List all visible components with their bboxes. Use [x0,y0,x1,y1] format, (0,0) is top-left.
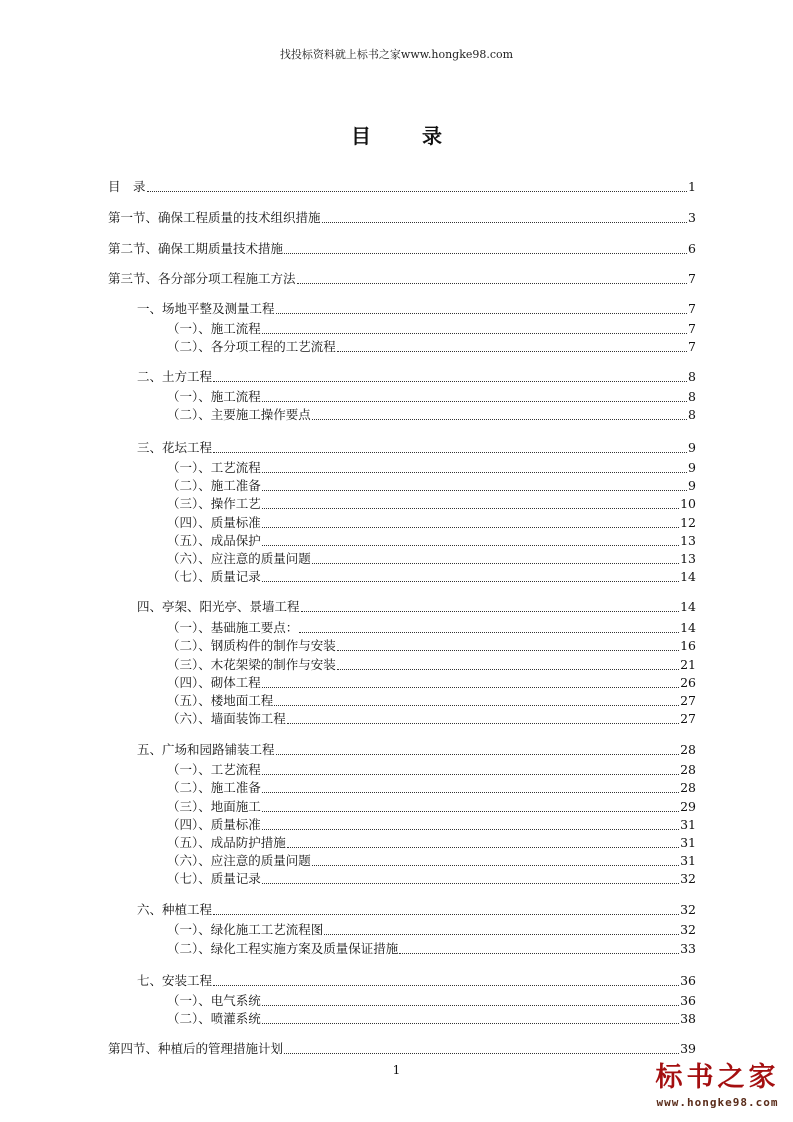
toc-leader-dots [262,993,679,1006]
toc-entry-label: （一）、施工流程 [167,389,261,404]
toc-entry-label: （四）、质量标准 [167,515,261,530]
toc-entry-label: （六）、墙面装饰工程 [167,711,286,726]
toc-entry-label: （二）、施工准备 [167,478,261,493]
toc-entry-page: 7 [688,321,696,336]
toc-entry-label: （六）、应注意的质量问题 [167,853,311,868]
toc-entry [137,300,696,318]
toc-entry-label: （一）、工艺流程 [167,762,261,777]
toc-entry [167,779,696,797]
toc-leader-dots [299,620,679,633]
toc-entry [167,852,696,870]
toc-entry-page: 9 [688,478,696,493]
toc-entry-page: 6 [688,241,696,256]
toc-leader-dots [274,693,679,706]
toc-leader-dots [262,533,679,546]
logo-url: www.hongke98.com [656,1096,779,1109]
toc-entry [108,178,696,196]
toc-entry-page: 9 [688,440,696,455]
toc-entry-page: 7 [688,301,696,316]
toc-entry-page: 26 [680,675,696,690]
toc-entry-page: 13 [680,533,696,548]
toc-entry-label: （一）、绿化施工工艺流程图 [167,922,324,937]
toc-entry-page: 39 [680,1041,696,1056]
toc-entry-page: 29 [680,799,696,814]
toc-entry-page: 9 [688,460,696,475]
toc-leader-dots [213,440,687,453]
toc-entry-page: 12 [680,515,696,530]
toc-entry-label: （二）、施工准备 [167,780,261,795]
page-number: 1 [392,1063,401,1077]
toc-leader-dots [312,551,679,564]
toc-entry [108,240,696,258]
toc-entry [167,656,696,674]
toc-entry-page: 28 [680,780,696,795]
toc-leader-dots [262,1011,679,1024]
toc-entry-label: 第一节、确保工程质量的技术组织措施 [108,210,321,225]
toc-leader-dots [284,241,687,254]
toc-entry-label: 一、场地平整及测量工程 [137,301,275,316]
toc-leader-dots [262,515,679,528]
toc-entry-page: 32 [680,922,696,937]
toc-entry-label: （三）、木花架梁的制作与安装 [167,657,336,672]
toc-leader-dots [276,301,688,314]
toc-entry [167,940,696,958]
toc-entry [167,992,696,1010]
toc-entry-page: 13 [680,551,696,566]
toc-entry [137,901,696,919]
toc-entry-page: 27 [680,711,696,726]
toc-entry-label: （三）、操作工艺 [167,496,261,511]
toc-leader-dots [312,853,679,866]
toc-entry-label: 五、广场和园路铺装工程 [137,742,275,757]
toc-entry [167,459,696,477]
toc-leader-dots [276,742,680,755]
toc-entry-page: 38 [680,1011,696,1026]
toc-entry-label: （一）、电气系统 [167,993,261,1008]
toc-entry-label: 四、亭架、阳光亭、景墙工程 [137,599,300,614]
toc-entry-label: （一）、工艺流程 [167,460,261,475]
toc-entry [167,637,696,655]
toc-leader-dots [262,569,679,582]
toc-entry [167,338,696,356]
toc-entry-label: 七、安装工程 [137,973,213,988]
toc-entry-label: （四）、质量标准 [167,817,261,832]
toc-entry-page: 14 [680,620,696,635]
toc-leader-dots [322,210,688,223]
toc-leader-dots [337,339,687,352]
toc-entry-page: 7 [688,339,696,354]
toc-leader-dots [147,179,688,192]
toc-entry [108,270,696,288]
toc-entry [167,568,696,586]
toc-entry [167,921,696,939]
toc-entry [108,1040,696,1058]
toc-entry [167,870,696,888]
toc-entry-label: （五）、成品保护 [167,533,261,548]
toc-leader-dots [337,638,679,651]
toc-entry-page: 14 [680,599,696,614]
toc-entry-label: （二）、钢质构件的制作与安装 [167,638,336,653]
toc-entry [137,972,696,990]
toc-entry-label: （一）、基础施工要点： [167,620,299,635]
toc-entry-page: 14 [680,569,696,584]
toc-entry-page: 28 [680,742,696,757]
toc-entry-label: （二）、主要施工操作要点 [167,407,311,422]
toc-entry-page: 36 [680,973,696,988]
toc-leader-dots [213,902,679,915]
toc-entry-label: （三）、地面施工 [167,799,261,814]
toc-entry-label: 二、土方工程 [137,369,213,384]
toc-entry-label: 三、花坛工程 [137,440,213,455]
toc-entry [137,439,696,457]
toc-entry-page: 27 [680,693,696,708]
toc-entry [167,816,696,834]
toc-entry-page: 3 [688,210,696,225]
toc-leader-dots [213,973,679,986]
toc-entry [167,619,696,637]
toc-entry [167,532,696,550]
toc-entry-label: 目 录 [108,179,146,194]
toc-entry [167,477,696,495]
toc-entry-label: （六）、应注意的质量问题 [167,551,311,566]
toc-leader-dots [287,835,679,848]
toc-entry [167,834,696,852]
toc-leader-dots [262,762,679,775]
toc-entry-page: 8 [688,407,696,422]
toc-entry-label: （二）、绿化工程实施方案及质量保证措施 [167,941,399,956]
page-title: 目 录 [351,124,464,148]
brand-logo [645,1062,790,1114]
toc-entry [167,550,696,568]
toc-leader-dots [262,321,687,334]
toc-leader-dots [262,460,687,473]
toc-entry [167,692,696,710]
toc-leader-dots [262,389,687,402]
toc-entry [167,495,696,513]
toc-entry-label: （二）、喷灌系统 [167,1011,261,1026]
toc-entry-page: 33 [680,941,696,956]
toc-entry [167,1010,696,1028]
toc-entry [167,388,696,406]
toc-entry-page: 31 [680,817,696,832]
logo-text: 标书之家 [655,1062,780,1093]
toc-entry-label: 第二节、确保工期质量技术措施 [108,241,284,256]
toc-entry-page: 8 [688,389,696,404]
toc-leader-dots [213,369,687,382]
toc-entry-label: （七）、质量记录 [167,871,261,886]
toc-leader-dots [262,478,687,491]
toc-entry-page: 7 [688,271,696,286]
toc-entry-label: （四）、砌体工程 [167,675,261,690]
toc-entry [137,598,696,616]
toc-leader-dots [262,780,679,793]
toc-leader-dots [262,675,679,688]
toc-entry [167,674,696,692]
toc-entry-page: 32 [680,902,696,917]
toc-entry [137,741,696,759]
toc-leader-dots [297,271,688,284]
toc-entry-label: （二）、各分项工程的工艺流程 [167,339,336,354]
toc-entry-page: 36 [680,993,696,1008]
toc-entry [167,406,696,424]
toc-leader-dots [262,799,679,812]
toc-entry [167,798,696,816]
toc-entry-page: 32 [680,871,696,886]
toc-leader-dots [262,817,679,830]
toc-leader-dots [284,1041,679,1054]
toc-entry-page: 8 [688,369,696,384]
toc-entry-page: 1 [688,179,696,194]
toc-entry-page: 31 [680,835,696,850]
page-header: 找投标资料就上标书之家www.hongke98.com [279,48,514,61]
toc-entry [167,761,696,779]
toc-entry-label: 第三节、各分部分项工程施工方法 [108,271,296,286]
toc-entry-page: 21 [680,657,696,672]
toc-entry-label: （七）、质量记录 [167,569,261,584]
toc-leader-dots [399,941,679,954]
toc-entry [167,514,696,532]
toc-leader-dots [324,922,679,935]
toc-entry-page: 28 [680,762,696,777]
toc-entry [167,320,696,338]
toc-leader-dots [301,599,680,612]
toc-entry-label: （五）、楼地面工程 [167,693,274,708]
toc-entry [137,368,696,386]
toc-entry-label: （五）、成品防护措施 [167,835,286,850]
toc-leader-dots [312,407,687,420]
toc-leader-dots [337,657,679,670]
toc-leader-dots [262,871,679,884]
toc-leader-dots [262,496,679,509]
toc-entry-label: 第四节、种植后的管理措施计划 [108,1041,284,1056]
toc-entry-page: 16 [680,638,696,653]
toc-entry [167,710,696,728]
toc-entry-page: 10 [680,496,696,511]
toc-entry-page: 31 [680,853,696,868]
toc-entry [108,209,696,227]
toc-leader-dots [287,711,679,724]
toc-entry-label: （一）、施工流程 [167,321,261,336]
toc-entry-label: 六、种植工程 [137,902,213,917]
